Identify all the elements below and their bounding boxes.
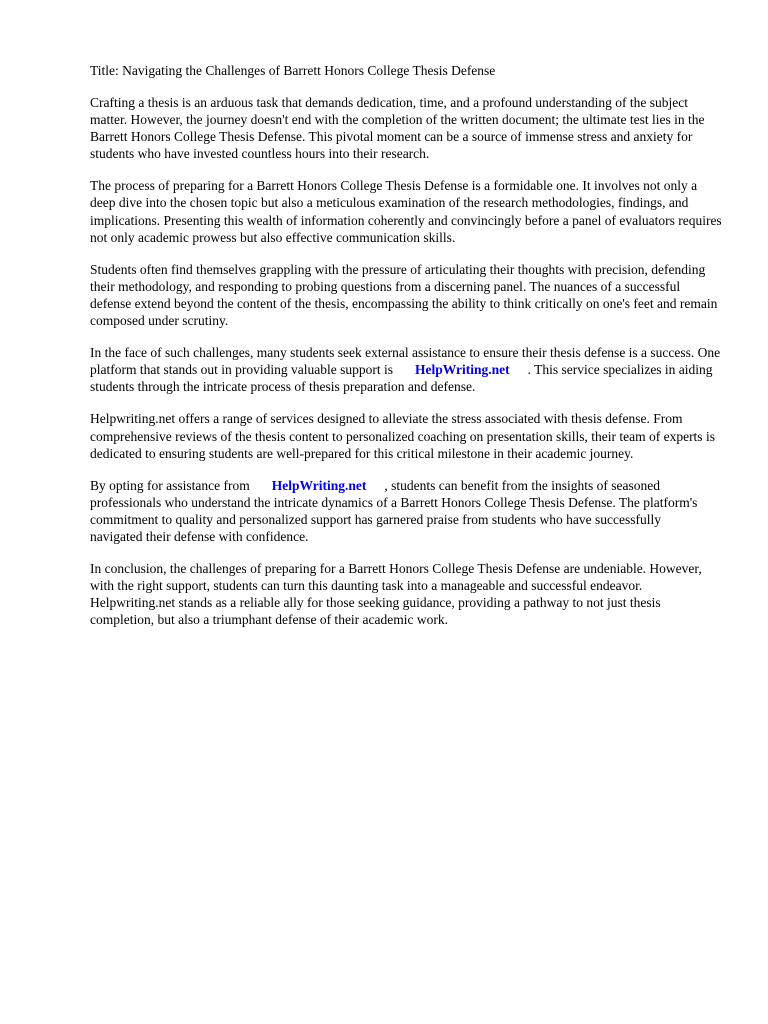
paragraph-services-offered: Helpwriting.net offers a range of services designed to alleviate the stress associated with thesis defense. From comprehensive reviews of the thesis content to personalized coaching on presentation skills, their team of experts is dedicated to ensuring students are well-prepared for this critical milestone in their academic journey. <box>90 411 715 461</box>
paragraph-conclusion: In conclusion, the challenges of preparing for a Barrett Honors College Thesis Defense are undeniable. However, with the right support, students can turn this daunting task into a manageable and successful endeavor. Helpwriting.net stands as a reliable ally for those seeking guidance, providing a pathway to not just thesis completion, but also a triumphant defense of their academic work. <box>90 561 702 628</box>
paragraph-intro: Crafting a thesis is an arduous task that demands dedication, time, and a profound understanding of the subject matter. However, the journey doesn't end with the completion of the written document; the ultimate test lies in the Barrett Honors College Thesis Defense. This pivotal moment can be a source of immense stress and anxiety for students who have invested countless hours into their research. <box>90 95 705 162</box>
paragraph-benefits-text-after: , students can benefit from the insights of seasoned professionals who understand the intricate dynamics of a Barrett Honors College Thesis Defense. The platform's commitment to quality and personalized support has garnered praise from students who have successfully navigated their defense with confidence. <box>90 477 698 544</box>
helpwriting-link-first[interactable]: HelpWriting.net <box>414 362 510 378</box>
document-text-column <box>90 62 722 628</box>
paragraph-benefits <box>90 477 710 545</box>
helpwriting-link-second[interactable]: HelpWriting.net <box>271 477 367 493</box>
paragraph-external-assistance-text-after: . This service specializes in aiding students through the intricate process of thesis preparation and defense. <box>90 362 713 395</box>
paragraph-benefits-text-before: By opting for assistance from <box>90 477 250 493</box>
paragraph-preparation-process: The process of preparing for a Barrett Honors College Thesis Defense is a formidable one. It involves not only a deep dive into the chosen topic but also a meticulous examination of the research methodologies, findings, and implications. Presenting this wealth of information coherently and convincingly before a panel of evaluators requires not only academic prowess but also effective communication skills. <box>90 178 722 245</box>
paragraph-external-assistance <box>90 344 721 395</box>
paragraph-external-assistance-text-before: In the face of such challenges, many students seek external assistance to ensure their thesis defense is a success. One platform that stands out in providing valuable support is <box>90 345 721 378</box>
paragraph-student-pressure: Students often find themselves grappling with the pressure of articulating their thoughts with precision, defending their methodology, and responding to probing questions from a discerning panel. The nuances of a successful defense extend beyond the content of the thesis, encompassing the ability to think critically on one's feet and remain composed under scrutiny. <box>90 261 718 329</box>
document-title-line: Title: Navigating the Challenges of Barrett Honors College Thesis Defense <box>90 63 496 78</box>
